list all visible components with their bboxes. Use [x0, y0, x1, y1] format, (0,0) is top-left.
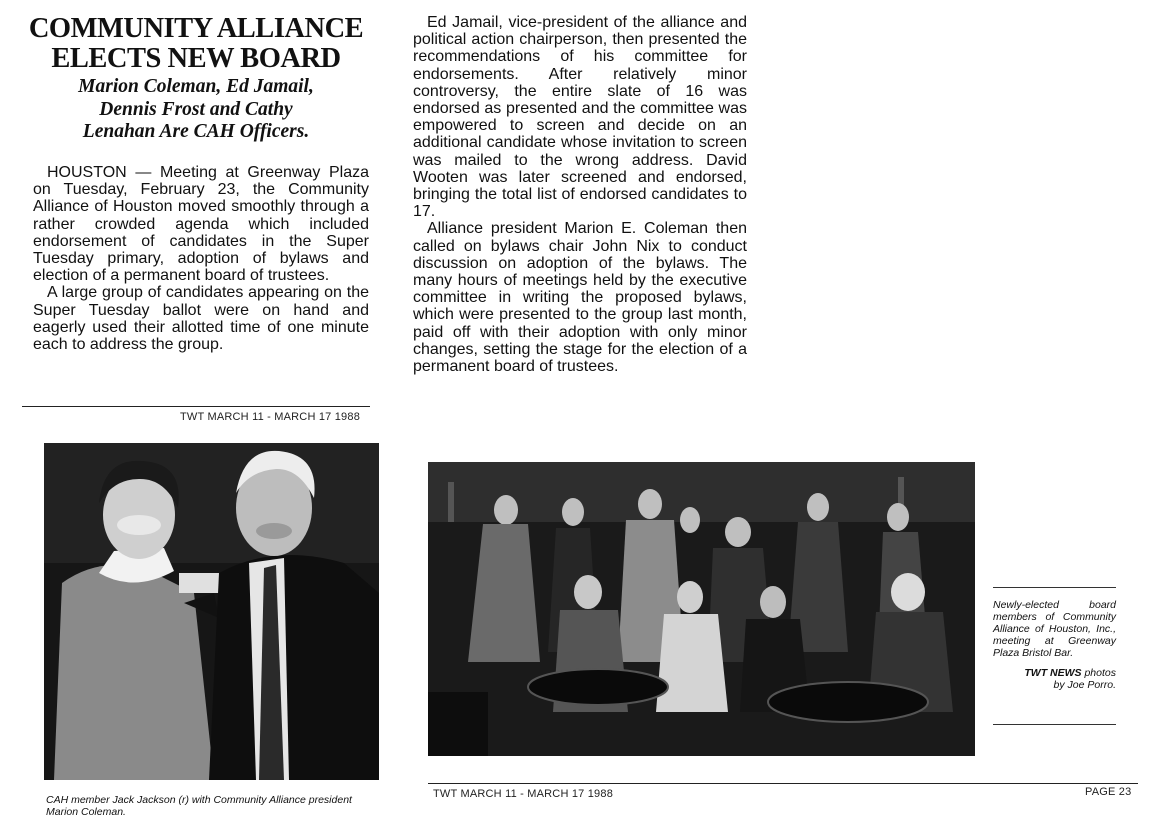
photo-right-caption-text: Newly-elected board members of Community Alliance of Houston, Inc., meeting at Greenway Plaza Bristol Bar. [993, 599, 1116, 659]
credit-photographer: by Joe Porro. [1053, 679, 1116, 691]
subheadline-line-1: Marion Coleman, Ed Jamail, [78, 76, 314, 97]
column2-paragraph: Alliance president Marion E. Coleman then called on bylaws chair John Nix to conduct discussion on adoption of the bylaws. The many hours of meetings held by the executive committee in writing the proposed bylaws, which were presented to the group last month, paid off with their adoption with only minor changes, setting the stage for the election of a permanent board of trustees. [413, 220, 747, 376]
photo-board-members [428, 462, 975, 756]
subheadline-line-3: Lenahan Are CAH Officers. [82, 121, 310, 142]
article-headline [22, 14, 370, 144]
photo-jackson-coleman-image [44, 443, 379, 780]
dateline-top: TWT MARCH 11 - MARCH 17 1988 [180, 411, 361, 423]
credit-brand: TWT NEWS [1024, 667, 1082, 679]
subheadline-line-2: Dennis Frost and Cathy [99, 98, 293, 120]
headline-line-2: ELECTS NEW BOARD [51, 43, 341, 74]
photo-credit [993, 667, 1116, 691]
photo-left-caption: CAH member Jack Jackson (r) with Community Alliance president Marion Coleman. [46, 794, 352, 818]
column1-rule [22, 406, 370, 407]
footer-dateline: TWT MARCH 11 - MARCH 17 1988 [433, 788, 614, 800]
caption-rule-top [993, 587, 1116, 588]
credit-rest: photos [1081, 667, 1116, 679]
column1-paragraph: HOUSTON — Meeting at Greenway Plaza on Tuesday, February 23, the Community Alliance of Houston moved smoothly through a rather crowded agenda which included endorsement of candidates in the Super Tuesday primary, adoption of bylaws and election of a permanent board of trustees. [33, 164, 369, 285]
caption-rule-bottom [993, 724, 1116, 725]
column2-paragraph: Ed Jamail, vice-president of the alliance and political action chairperson, then presented the recommendations of his committee for endorsements. After relatively minor controversy, the entire slate of 16 was endorsed as presented and the committee was empowered to screen and decide on an additional candidate whose invitation to screen was mailed to the wrong address. David Wooten was later screened and endorsed, bringing the total list of endorsed candidates to 17. [413, 14, 747, 221]
column1-paragraph: A large group of candidates appearing on the Super Tuesday ballot were on hand and eagerly used their allotted time of one minute each to address the group. [33, 284, 369, 354]
article-column-2 [413, 14, 747, 375]
footer-rule [428, 783, 1138, 784]
photo-board-members-image [428, 462, 975, 756]
photo-jackson-coleman [44, 443, 379, 780]
article-column-1 [33, 164, 369, 353]
headline-line-1: COMMUNITY ALLIANCE [28, 13, 364, 44]
page-number: PAGE 23 [1085, 786, 1132, 798]
photo-right-caption [993, 599, 1116, 691]
